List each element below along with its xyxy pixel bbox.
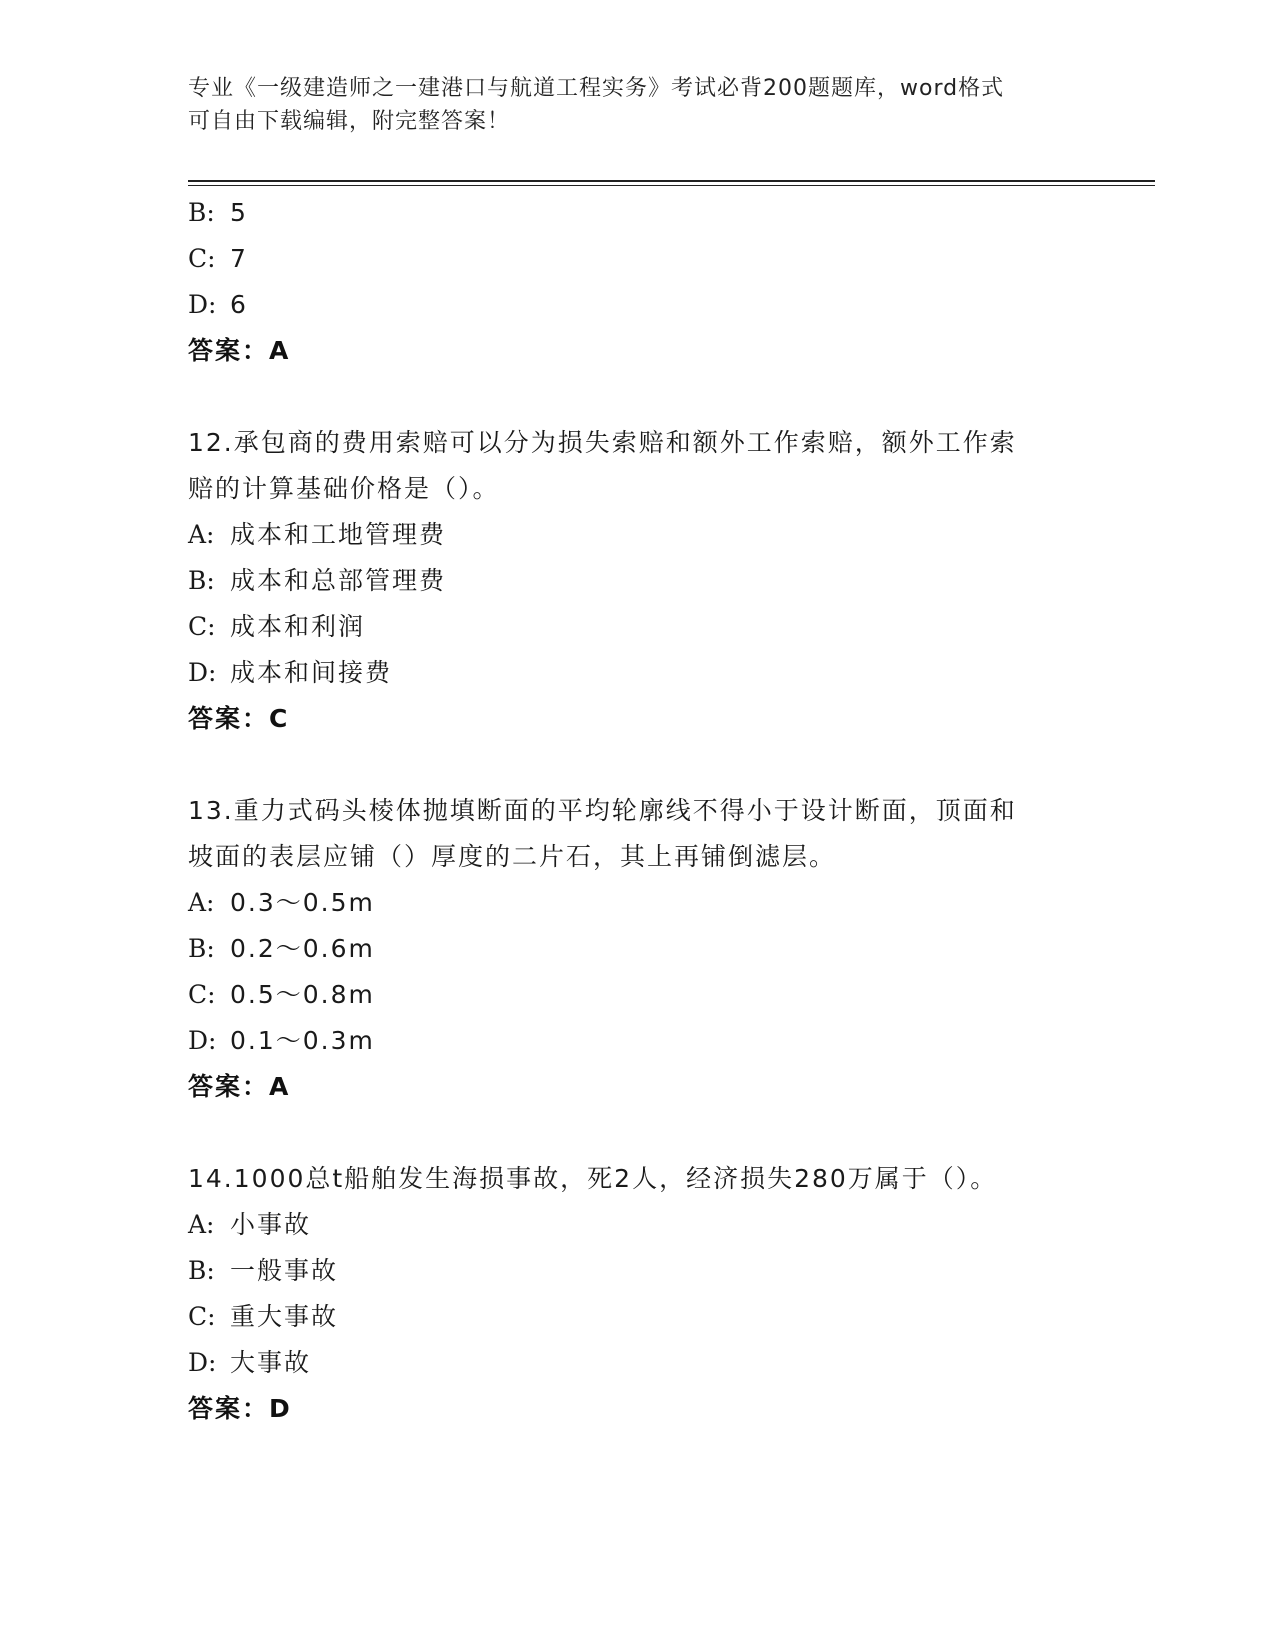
question-stem-line-1: 14.1000总t船舶发生海损事故，死2人，经济损失280万属于（）。: [188, 1164, 998, 1193]
option-c: [188, 236, 1088, 282]
option-b: [188, 926, 1088, 972]
question-13: [188, 788, 1088, 1110]
option-letter: D:: [188, 1026, 217, 1055]
header-title-line-1: 专业《一级建造师之一建港口与航道工程实务》考试必背200题题库，word格式: [188, 76, 1005, 101]
option-text: 6: [230, 290, 248, 319]
option-letter: D:: [188, 290, 217, 319]
option-d: [188, 1340, 1088, 1386]
option-text: 0.3～0.5m: [230, 888, 375, 917]
question-list: [188, 190, 1088, 1432]
option-d: [188, 1018, 1088, 1064]
option-b: [188, 190, 1088, 236]
option-a: [188, 1202, 1088, 1248]
option-text: 成本和利润: [230, 612, 366, 641]
option-a: [188, 880, 1088, 926]
document-header: [188, 72, 1068, 138]
option-d: [188, 650, 1088, 696]
answer-line: [188, 696, 1088, 742]
option-text: 重大事故: [230, 1302, 339, 1331]
option-text: 一般事故: [230, 1256, 339, 1285]
option-letter: C:: [188, 244, 216, 273]
option-text: 大事故: [230, 1348, 312, 1377]
option-letter: B:: [188, 198, 215, 227]
question-stem-line-1: 13.重力式码头棱体抛填断面的平均轮廓线不得小于设计断面，顶面和: [188, 796, 1017, 825]
answer-value: A: [269, 336, 291, 365]
header-divider-thick: [188, 180, 1155, 182]
question-14: [188, 1156, 1088, 1432]
answer-value: D: [269, 1394, 292, 1423]
option-letter: C:: [188, 612, 216, 641]
option-text: 小事故: [230, 1210, 312, 1239]
option-letter: C:: [188, 980, 216, 1009]
answer-value: C: [269, 704, 290, 733]
option-text: 0.2～0.6m: [230, 934, 375, 963]
option-text: 成本和总部管理费: [230, 566, 447, 595]
option-letter: A:: [188, 1210, 215, 1239]
option-letter: C:: [188, 1302, 216, 1331]
answer-label: 答案：: [188, 1394, 270, 1423]
option-a: [188, 512, 1088, 558]
option-letter: A:: [188, 520, 215, 549]
header-divider-thin: [188, 185, 1155, 186]
option-letter: B:: [188, 566, 215, 595]
option-text: 成本和间接费: [230, 658, 393, 687]
option-text: 0.5～0.8m: [230, 980, 375, 1009]
header-title-line-2: 可自由下载编辑，附完整答案！: [188, 109, 511, 134]
answer-label: 答案：: [188, 704, 270, 733]
option-text: 0.1～0.3m: [230, 1026, 375, 1055]
answer-value: A: [269, 1072, 291, 1101]
answer-line: [188, 328, 1088, 374]
question-stem-line-2: 坡面的表层应铺（）厚度的二片石，其上再铺倒滤层。: [188, 842, 837, 871]
option-letter: B:: [188, 934, 215, 963]
option-letter: A:: [188, 888, 215, 917]
question-11-tail: [188, 190, 1088, 374]
option-text: 7: [230, 244, 248, 273]
option-letter: D:: [188, 1348, 217, 1377]
option-c: [188, 1294, 1088, 1340]
answer-label: 答案：: [188, 336, 270, 365]
question-stem-line-2: 赔的计算基础价格是（）。: [188, 474, 500, 503]
question-stem-line-1: 12.承包商的费用索赔可以分为损失索赔和额外工作索赔，额外工作索: [188, 428, 1017, 457]
option-letter: B:: [188, 1256, 215, 1285]
option-c: [188, 604, 1088, 650]
question-12: [188, 420, 1088, 742]
answer-label: 答案：: [188, 1072, 270, 1101]
answer-line: [188, 1386, 1088, 1432]
option-d: [188, 282, 1088, 328]
option-text: 5: [230, 198, 248, 227]
answer-line: [188, 1064, 1088, 1110]
option-c: [188, 972, 1088, 1018]
option-text: 成本和工地管理费: [230, 520, 447, 549]
option-letter: D:: [188, 658, 217, 687]
option-b: [188, 1248, 1088, 1294]
option-b: [188, 558, 1088, 604]
